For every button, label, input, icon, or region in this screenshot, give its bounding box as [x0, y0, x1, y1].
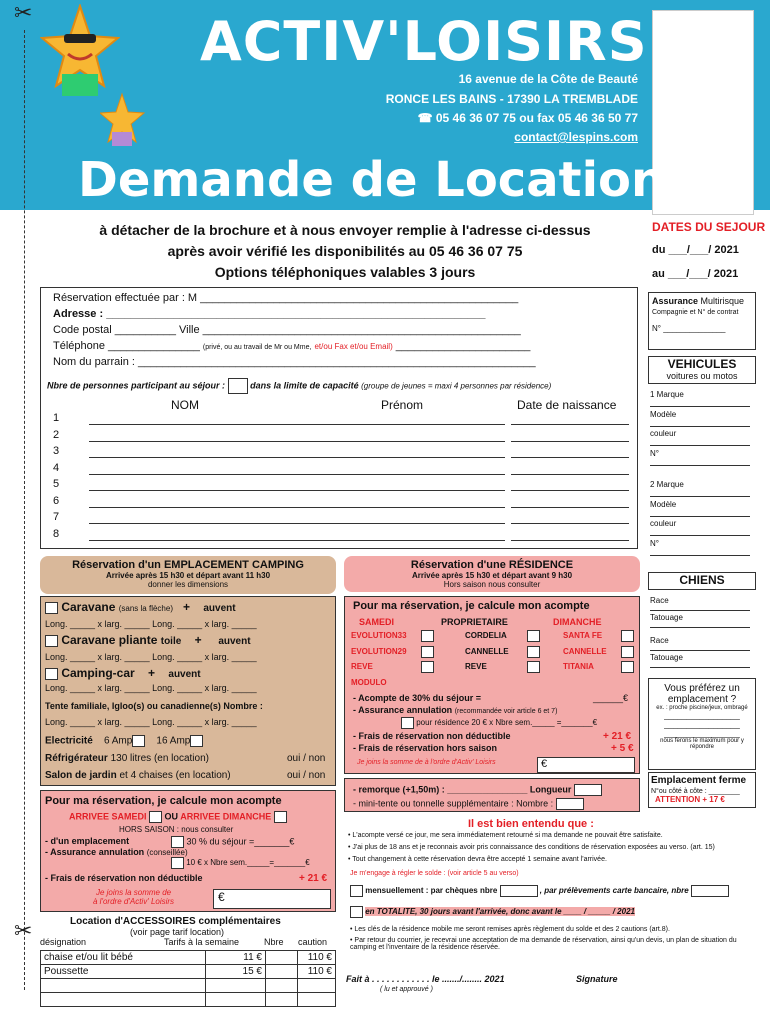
col-naissance: Date de naissance — [517, 398, 617, 412]
chien-field[interactable]: Tatouage — [650, 613, 750, 628]
assurance-no[interactable]: N° ______________ — [652, 324, 726, 333]
accessoires-col-header: Tarifs à la semaine — [164, 937, 240, 947]
mensuellement-option: mensuellement : par chèques nbre , par prélèvements carte bancaire, nbre — [350, 885, 729, 897]
accessoires-sub: (voir page tarif location) — [130, 927, 225, 937]
people-line[interactable] — [89, 474, 345, 475]
people-line[interactable] — [89, 441, 345, 442]
residence-model: EVOLUTION29 — [351, 646, 407, 656]
table-cell[interactable] — [266, 965, 298, 979]
ferme-box: Emplacement ferme N°ou côté à côte : ________ ATTENTION + 17 € — [648, 772, 756, 808]
people-row[interactable]: 5 — [53, 478, 60, 490]
people-line[interactable] — [315, 507, 505, 508]
residence-model: CORDELIA — [465, 631, 507, 640]
table-cell[interactable] — [266, 951, 298, 965]
people-row[interactable]: 3 — [53, 445, 60, 457]
totalite-option: en TOTALITE, 30 jours avant l'arrivée, donc avant le ____ / _____ / 2021 — [350, 906, 635, 918]
residence-checkbox[interactable] — [527, 646, 540, 658]
people-line[interactable] — [511, 507, 629, 508]
people-line[interactable] — [511, 441, 629, 442]
montant-camping-field[interactable]: € — [213, 889, 331, 909]
residence-checkbox[interactable] — [621, 661, 634, 673]
residence-model: REVE — [351, 662, 373, 671]
adresse-field[interactable]: Adresse : ______________________________________________________________ — [53, 308, 486, 320]
table-cell[interactable] — [266, 993, 298, 1007]
entendu-item: • J'ai plus de 18 ans et je reconnais avoir pris connaissance des conditions de réservation exposées au verso. (art. 15) — [348, 844, 715, 851]
table-row — [41, 979, 336, 993]
scissors-icon: ✂ — [14, 918, 33, 943]
people-line[interactable] — [511, 424, 629, 425]
small-star-mascot-icon — [100, 92, 145, 150]
header-blank-panel — [652, 10, 754, 215]
fait-field[interactable]: Fait à . . . . . . . . . . . . le ......./........ 2021 — [346, 974, 505, 984]
table-cell — [298, 993, 336, 1007]
chien-field[interactable]: Race — [650, 636, 750, 651]
samedi-checkbox[interactable] — [149, 811, 162, 823]
star-mascot-icon — [40, 4, 120, 104]
entendu-item: • Tout changement à cette réservation devra être accepté 1 semaine avant l'arrivée. — [348, 856, 607, 863]
caravane-checkbox[interactable] — [45, 602, 58, 614]
table-row — [41, 951, 336, 965]
people-line[interactable] — [511, 523, 629, 524]
dates-title: DATES DU SEJOUR — [652, 220, 766, 234]
people-row[interactable]: 6 — [53, 494, 60, 507]
chiens-box: CHIENS — [648, 572, 756, 590]
accessoires-col-header: Nbre — [264, 937, 284, 947]
vehicules-box: VEHICULES voitures ou motos — [648, 356, 756, 384]
people-line[interactable] — [511, 490, 629, 491]
page-title: Demande de Location — [78, 152, 666, 208]
phone: ☎ 05 46 36 07 75 ou fax 05 46 36 50 77 — [417, 111, 638, 125]
vehicule-field[interactable]: Modèle — [650, 410, 750, 427]
intro-line-2: après avoir vérifié les disponibilités au 05 46 36 07 75 — [167, 243, 523, 259]
residence-checkbox[interactable] — [421, 646, 434, 658]
col-nom: NOM — [171, 398, 199, 412]
brand-name: ACTIV'LOISIRS — [200, 10, 648, 73]
vehicule-field[interactable]: N° — [650, 449, 750, 466]
nbre-label: Nbre de personnes participant au séjour : dans la limite de capacité (groupe de jeunes = maxi 4 personnes par résidence) — [47, 378, 551, 394]
people-line[interactable] — [511, 540, 629, 541]
people-row[interactable]: 7 — [53, 511, 60, 523]
residence-model: CANNELLE — [465, 646, 509, 656]
residence-checkbox[interactable] — [527, 630, 540, 642]
cut-line — [24, 30, 25, 990]
solde-text: Je m'engage à régler le solde : (voir article 5 au verso) — [350, 870, 519, 877]
vehicule-field[interactable]: Modèle — [650, 500, 750, 517]
courrier-text: • Par retour du courrier, je recevrai une acceptation de ma demande de réservation, ainsi qu'un devis, un plan de situation du camping et l'inventaire de la résidence réservée. — [350, 937, 737, 951]
codepostal-field[interactable]: Code postal __________ Ville ____________________________________________________ — [53, 324, 521, 336]
city: RONCE LES BAINS - 17390 LA TREMBLADE — [385, 92, 638, 106]
table-cell — [41, 993, 206, 1007]
vehicule-field[interactable]: N° — [650, 539, 750, 556]
table-cell: chaise et/ou lit bébé — [41, 951, 206, 965]
people-line[interactable] — [315, 540, 505, 541]
contact-form — [40, 287, 638, 549]
people-line[interactable] — [89, 457, 345, 458]
table-cell: 11 € — [206, 951, 266, 965]
vehicule-field[interactable]: couleur — [650, 519, 750, 536]
people-line[interactable] — [315, 523, 505, 524]
camping-form: Caravane (sans la flèche) + auvent Long. _____ x larg. _____ Long. _____ x larg. _____ Caravane pliante toile + auvent Long. _____ x larg. _____ Long. _____ x larg. _____ Camping-car + auvent Long. _____ x larg. _____ Long. _____ x larg. _____ Tente familiale, Igloo(s) ou canadienne(s) Nombre : Long. _____ x larg. _____ Long. _____ x larg. _____ Electricité 6 Amp 16 Amp Réfrigérateur 130 litres (en location) oui / non Salon de jardin et 4 chaises (en location) oui / non — [40, 596, 336, 786]
people-line[interactable] — [511, 474, 629, 475]
table-cell — [298, 979, 336, 993]
people-row[interactable]: 4 — [53, 461, 60, 474]
people-line[interactable] — [89, 540, 345, 541]
residence-checkbox[interactable] — [421, 630, 434, 642]
table-cell: 15 € — [206, 965, 266, 979]
residence-checkbox[interactable] — [421, 661, 434, 673]
residence-model: REVE — [465, 662, 487, 671]
table-row — [41, 965, 336, 979]
amp6-checkbox[interactable] — [132, 735, 145, 747]
remorque-box: - remorque (+1,50m) : ________________ Longueur - mini-tente ou tonnelle supplémentaire : Nombre : — [344, 778, 640, 812]
table-row — [41, 993, 336, 1007]
table-cell — [206, 979, 266, 993]
people-row[interactable]: 2 — [53, 428, 60, 441]
intro-line-3: Options téléphoniques valables 3 jours — [214, 264, 476, 280]
people-line[interactable] — [89, 523, 345, 524]
table-cell: 110 € — [298, 965, 336, 979]
reservation-field[interactable]: Réservation effectuée par : M ____________________________________________________ — [53, 292, 519, 304]
date-au-field[interactable]: au ___/___/ 2021 — [652, 268, 739, 280]
people-line[interactable] — [511, 457, 629, 458]
montant-residence-field[interactable]: € — [537, 757, 635, 773]
assurance-sub: Compagnie et N° de contrat — [652, 309, 739, 316]
assurance-box: Assurance Multirisque Compagnie et N° de contrat N° ______________ — [648, 292, 756, 350]
table-cell — [206, 993, 266, 1007]
address: 16 avenue de la Côte de Beauté — [458, 72, 638, 86]
amp16-checkbox[interactable] — [190, 735, 203, 747]
residence-model: TITANIA — [563, 662, 594, 671]
accessoires-col-header: caution — [298, 937, 328, 947]
vehicule-field[interactable]: 2 Marque — [650, 480, 750, 497]
residence-header: Réservation d'une RÉSIDENCE Arrivée après 15 h30 et départ avant 9 h30 Hors saison nous consulter — [344, 556, 640, 592]
parrain-field[interactable]: Nom du parrain : _________________________________________________________________ — [53, 356, 536, 368]
date-du-field[interactable]: du ___/___/ 2021 — [652, 244, 739, 256]
people-line[interactable] — [315, 474, 505, 475]
people-line[interactable] — [315, 441, 505, 442]
scissors-icon: ✂ — [14, 0, 33, 25]
col-prenom: Prénom — [381, 398, 424, 412]
dimanche-checkbox[interactable] — [274, 811, 287, 823]
entendu-list — [348, 832, 758, 868]
cles-text: • Les clés de la résidence mobile me seront remises après règlement du solde et des 2 cautions (art.8). — [350, 926, 670, 933]
campingcar-checkbox[interactable] — [45, 668, 58, 680]
accessoires-table — [40, 950, 336, 1007]
caravane-pliante-checkbox[interactable] — [45, 635, 58, 647]
intro-line-1: à détacher de la brochure et à nous envoyer remplie à l'adresse ci-dessus — [99, 222, 591, 238]
entendu-title: Il est bien entendu que : — [468, 818, 594, 830]
lu-approuve: ( lu et approuvé ) — [380, 986, 433, 993]
residence-form: Pour ma réservation, je calcule mon acompte SAMEDI PROPRIETAIRE DIMANCHE EVOLUTION33 EVOLUTION29 REVE MODULO CORDELIA CANNELLE REVE SANTA FE CANNELLE TITANIA - Acompte de 30% du séjour = ______€ - Assurance annulation (recommandée voir article 6 et 7) pour résidence 20 € x Nbre sem._____ =_______€ - Frais de réservation non déductible + 21 € - Frais de réservation hors saison + 5 € Je joins la somme de à l'ordre d'Activ' Loisirs € — [344, 596, 640, 774]
acompte-camping-box: Pour ma réservation, je calcule mon acompte ARRIVEE SAMEDI OU ARRIVEE DIMANCHE HORS SAISON : nous consulter - d'un emplacement 30 % du séjour =_______€ - Assurance annulation (conseillée) 10 € x Nbre sem._____=_______€ - Frais de réservation non déductible + 21 € Je joins la somme de à l'ordre d'Activ' Loisirs € — [40, 790, 336, 912]
table-cell: Poussette — [41, 965, 206, 979]
chien-field[interactable]: Race — [650, 596, 750, 611]
accessoires-title: Location d'ACCESSOIRES complémentaires — [70, 916, 281, 927]
nbre-input[interactable] — [228, 378, 248, 394]
residence-model: MODULO — [351, 677, 387, 687]
people-line[interactable] — [89, 507, 345, 508]
telephone-field[interactable]: Téléphone _______________ (privé, ou au travail de Mr ou Mme, et/ou Fax et/ou Email) ______________________ — [53, 340, 531, 352]
signature-label: Signature — [576, 974, 618, 984]
people-line[interactable] — [89, 490, 345, 491]
table-cell: 110 € — [298, 951, 336, 965]
residence-checkbox[interactable] — [527, 661, 540, 673]
residence-model: EVOLUTION33 — [351, 631, 407, 640]
table-cell[interactable] — [266, 979, 298, 993]
email-link[interactable]: contact@lespins.com — [514, 130, 638, 144]
people-line[interactable] — [89, 424, 345, 425]
entendu-item: • L'acompte versé ce jour, me sera immédiatement retourné si ma demande ne pouvait être satisfaite. — [348, 832, 663, 839]
people-row[interactable]: 1 — [53, 412, 60, 424]
camping-header: Réservation d'un EMPLACEMENT CAMPING Arrivée après 15 h30 et départ avant 11 h30 donner les dimensions — [40, 556, 336, 594]
people-row[interactable]: 8 — [53, 527, 60, 540]
table-cell — [41, 979, 206, 993]
residence-model: SANTA FE — [563, 631, 603, 640]
accessoires-col-header: désignation — [40, 937, 87, 947]
vehicule-field[interactable]: couleur — [650, 429, 750, 446]
people-line[interactable] — [315, 490, 505, 491]
chien-field[interactable]: Tatouage — [650, 653, 750, 668]
residence-model: CANNELLE — [563, 646, 607, 656]
people-line[interactable] — [315, 424, 505, 425]
preference-box: Vous préférez un emplacement ? ex. : proche piscine/jeux, ombragé _________________ _________________ _________________ nous ferons le maximum pour y répondre — [648, 678, 756, 770]
residence-checkbox[interactable] — [621, 630, 634, 642]
vehicule-field[interactable]: 1 Marque — [650, 390, 750, 407]
residence-checkbox[interactable] — [621, 646, 634, 658]
people-line[interactable] — [315, 457, 505, 458]
